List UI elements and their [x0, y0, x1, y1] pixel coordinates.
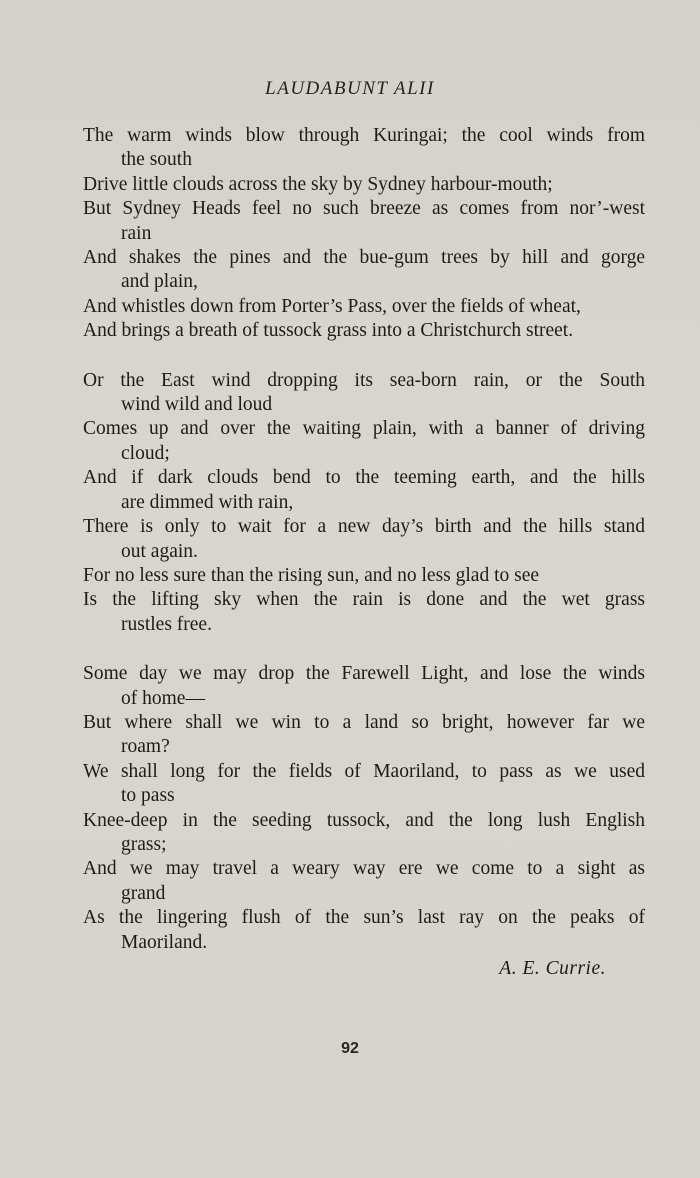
line-text: For no less sure than the rising sun, and no less glad to see: [83, 564, 540, 586]
line-continuation: to pass: [121, 785, 175, 807]
poem-line: [83, 466, 645, 515]
line-text: Some day we may drop the Farewell Light, and lose the winds: [83, 663, 645, 685]
poem-line: [83, 319, 645, 343]
line-continuation: of home—: [121, 687, 205, 709]
line-continuation: wind wild and loud: [121, 394, 273, 416]
poem-line: [83, 906, 645, 955]
line-text: And we may travel a weary way ere we come to a sight as: [83, 858, 645, 880]
line-text: But Sydney Heads feel no such breeze as comes from nor’-west: [83, 198, 645, 220]
running-header: LAUDABUNT ALII: [265, 78, 435, 99]
line-continuation: rustles free.: [121, 613, 212, 635]
line-text: We shall long for the fields of Maoriland, to pass as we used: [83, 760, 645, 782]
poem-line: [83, 809, 645, 858]
line-text: There is only to wait for a new day’s birth and the hills stand: [83, 516, 645, 538]
author-attribution: A. E. Currie.: [499, 958, 606, 979]
line-continuation: cloud;: [121, 442, 170, 464]
line-continuation: out again.: [121, 540, 198, 562]
poem-line: [83, 515, 645, 564]
line-text: Knee-deep in the seeding tussock, and the long lush English: [83, 809, 645, 831]
line-text: Comes up and over the waiting plain, with a banner of driving: [83, 418, 645, 440]
line-text: As the lingering flush of the sun’s last ray on the peaks of: [83, 907, 645, 929]
poem-line: [83, 662, 645, 711]
line-continuation: roam?: [121, 736, 170, 758]
poem-line: [83, 173, 645, 197]
poem-line: [83, 246, 645, 295]
line-text: The warm winds blow through Kuringai; the cool winds from: [83, 125, 645, 146]
stanza: [83, 369, 645, 637]
poem-line: [83, 369, 645, 418]
line-text: Or the East wind dropping its sea-born rain, or the South: [83, 369, 645, 391]
line-text: And brings a breath of tussock grass into a Christchurch street.: [83, 320, 574, 342]
poem-line: [83, 417, 645, 466]
line-continuation: Maoriland.: [121, 931, 208, 953]
line-continuation: the south: [121, 149, 192, 171]
line-continuation: and plain,: [121, 271, 198, 293]
poem-line: [83, 564, 645, 588]
poem-line: [83, 295, 645, 319]
page-number: 92: [341, 1040, 359, 1057]
line-text: Drive little clouds across the sky by Sydney harbour-mouth;: [83, 173, 553, 195]
poem-line: [83, 588, 645, 637]
poem-line: [83, 711, 645, 760]
line-text: Is the lifting sky when the rain is done and the wet grass: [83, 589, 645, 611]
poem-line: [83, 857, 645, 906]
line-text: And shakes the pines and the bue-gum trees by hill and gorge: [83, 247, 645, 269]
line-text: And whistles down from Porter’s Pass, over the fields of wheat,: [83, 295, 581, 317]
line-continuation: rain: [121, 222, 152, 244]
poem: [83, 124, 645, 980]
line-continuation: grass;: [121, 833, 167, 855]
stanza: [83, 124, 645, 344]
line-text: But where shall we win to a land so bright, however far we: [83, 711, 645, 733]
poem-line: [83, 760, 645, 809]
line-continuation: are dimmed with rain,: [121, 491, 294, 513]
line-continuation: grand: [121, 882, 166, 904]
stanza: [83, 662, 645, 955]
poem-line: [83, 124, 645, 173]
poem-line: [83, 197, 645, 246]
line-text: And if dark clouds bend to the teeming earth, and the hills: [83, 467, 645, 489]
